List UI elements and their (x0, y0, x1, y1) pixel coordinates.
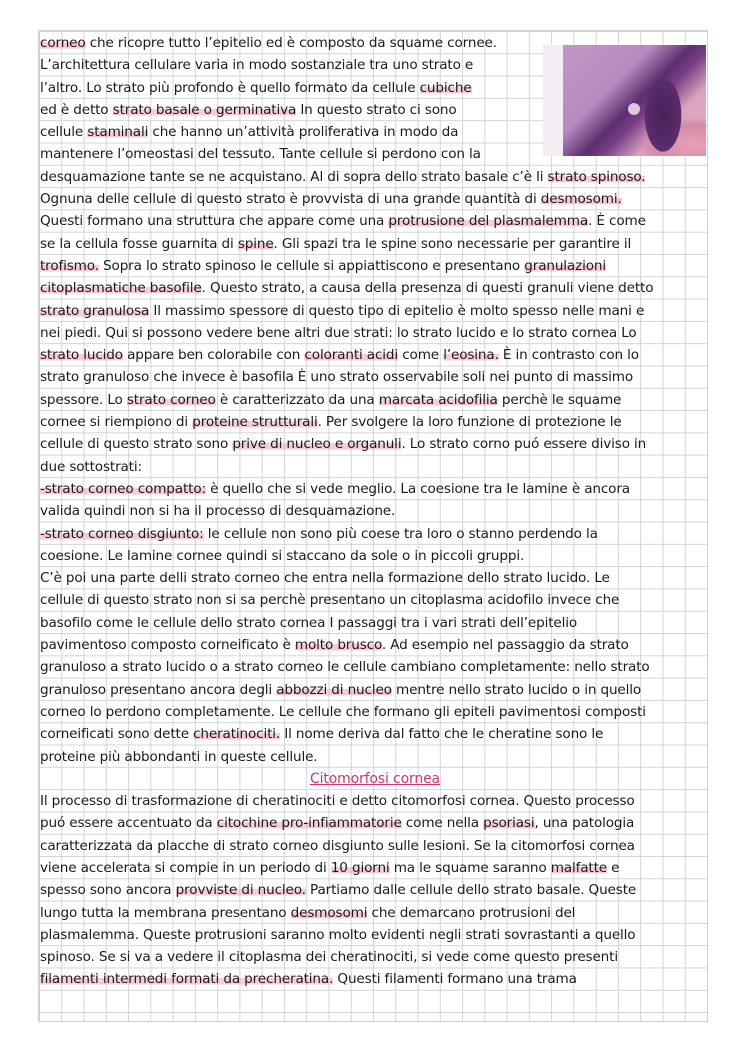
text-segment: desquamazione tante se ne acquistano. Al di sopra dello strato basale c’è li (40, 168, 548, 185)
text-segment: Questi filamenti formano una trama (333, 971, 577, 988)
highlighted-term: provviste di nucleo. (175, 882, 306, 899)
text-segment: Sopra lo strato spinoso le cellule si appiattiscono e presentano (98, 257, 525, 274)
text-line (40, 32, 540, 54)
text-segment: Questi formano una struttura che appare come una (40, 213, 389, 230)
text-segment: cellule di questo strato sono (40, 436, 233, 453)
text-line (40, 857, 710, 879)
text-line (40, 612, 710, 634)
highlighted-term: filamenti intermedi formati da precheratina. (40, 971, 334, 988)
text-line (40, 143, 540, 165)
text-line (40, 210, 710, 232)
text-line (40, 277, 710, 299)
text-segment: valida quindi non si ha il processo di desquamazione. (40, 503, 396, 520)
highlighted-term: citoplasmatiche basofile (40, 280, 202, 297)
highlighted-term: strato spinoso. (547, 168, 646, 185)
highlighted-term: psoriasi (483, 815, 535, 832)
text-line (40, 456, 710, 478)
text-line (40, 946, 710, 968)
text-segment: puó essere accentuato da (40, 815, 217, 832)
text-segment: L’architettura cellulare varia in modo sostanziale tra uno strato e (40, 57, 474, 74)
text-line (40, 366, 710, 388)
text-line (40, 478, 710, 500)
text-line (40, 679, 710, 701)
text-segment: . È come (588, 213, 646, 230)
text-line (40, 567, 710, 589)
highlighted-term: spine (237, 235, 274, 252)
text-segment: Il processo di trasformazione di cheratinociti e detto citomorfosi cornea. Questo processo (40, 793, 635, 810)
text-line (40, 790, 710, 812)
text-segment: se la cellula fosse guarnita di (40, 235, 238, 252)
highlighted-term: abbozzi di nucleo (276, 681, 392, 698)
highlighted-term: desmosomi. (540, 191, 622, 208)
text-segment: caratterizzata da placche di strato corneo disgiunto sulle lesioni. Se la citomorfosi cornea (40, 837, 635, 854)
highlighted-term: desmosomi (290, 904, 368, 921)
text-line (40, 812, 710, 834)
highlighted-term: strato granulosa (40, 302, 150, 319)
text-segment: come nella (401, 815, 484, 832)
text-line (40, 77, 540, 99)
text-segment: Ognuna delle cellule di questo strato è provvista di una grande quantità di (40, 191, 541, 208)
highlighted-term: molto brusco (294, 637, 382, 654)
text-segment: . Ad esempio nel passaggio da strato (381, 637, 629, 654)
text-line (40, 634, 710, 656)
text-segment: . Gli spazi tra le spine sono necessarie per garantire il (273, 235, 632, 252)
text-segment: spessore. Lo (40, 391, 127, 408)
text-segment: ma le squame saranno (389, 859, 551, 876)
text-line (40, 723, 710, 745)
text-line (40, 54, 540, 76)
text-line (40, 166, 710, 188)
text-segment: corneificati sono dette (40, 726, 194, 743)
text-line (40, 500, 710, 522)
highlighted-term: strato corneo (126, 391, 216, 408)
text-segment: è caratterizzato da una (215, 391, 379, 408)
text-line (40, 255, 710, 277)
text-segment: basofilo come le cellule dello strato cornea I passaggi tra i vari strati dell’epitelio (40, 614, 578, 631)
text-segment: spinoso. Se si va a vedere il citoplasma dei cheratinociti, si vede come questo presenti (40, 949, 618, 966)
text-segment: lungo tutta la membrana presentano (40, 904, 291, 921)
text-line (40, 344, 710, 366)
text-line (40, 188, 710, 210)
text-segment: granuloso a strato lucido o a strato corneo le cellule cambiano completamente: nello strato (40, 659, 650, 676)
highlighted-term: citochine pro-infiammatorie (216, 815, 402, 832)
text-line (40, 389, 710, 411)
highlighted-term: cubiche (419, 79, 472, 96)
text-line (40, 300, 710, 322)
text-segment: che demarcano protrusioni del (367, 904, 576, 921)
text-line (40, 545, 710, 567)
highlighted-term: marcata acidofilia (378, 391, 498, 408)
text-segment: proteine più abbondanti in queste cellule. (40, 748, 318, 765)
text-segment: . Questo strato, a causa della presenza di questi granuli viene detto (201, 280, 654, 297)
text-segment: , una patologia (534, 815, 635, 832)
section-title: Citomorfosi cornea (310, 770, 440, 787)
highlighted-term: l’eosina. (443, 347, 499, 364)
text-line (40, 701, 710, 723)
highlighted-term: -strato corneo compatto: (40, 480, 206, 497)
text-segment: granuloso presentano ancora degli (40, 681, 277, 698)
text-segment: come (398, 347, 444, 364)
highlighted-term: staminali (87, 124, 149, 141)
text-segment: l’altro. Lo strato più profondo è quello formato da cellule (40, 79, 420, 96)
text-segment: pavimentoso composto corneificato è (40, 637, 295, 654)
text-segment: e (607, 859, 620, 876)
text-segment: corneo lo perdono completamente. Le cellule che formano gli epiteli pavimentosi composti (40, 703, 646, 720)
text-segment: In questo strato ci sono (296, 101, 457, 118)
text-segment: cornee si riempiono di (40, 414, 193, 431)
text-line (40, 322, 710, 344)
highlighted-term: strato basale o germinativa (112, 101, 297, 118)
text-line (40, 835, 710, 857)
text-line (40, 523, 710, 545)
text-line (40, 746, 710, 768)
text-segment: Partiamo dalle cellule dello strato basale. Queste (305, 882, 637, 899)
text-line (40, 589, 710, 611)
highlighted-term: strato lucido (40, 347, 123, 364)
text-segment: mentre nello strato lucido o in quello (391, 681, 642, 698)
text-segment: C’è poi una parte delli strato corneo che entra nella formazione dello strato lucido. Le (40, 570, 610, 587)
text-line (40, 924, 710, 946)
text-segment: due sottostrati: (40, 458, 142, 475)
text-line (40, 99, 540, 121)
highlighted-term: coloranti acidi (304, 347, 399, 364)
highlighted-term: protrusione del plasmalemma (388, 213, 589, 230)
highlighted-term: malfatte (550, 859, 608, 876)
highlighted-term: prive di nucleo e organuli (232, 436, 402, 453)
text-segment: è quello che si vede meglio. La coesione tra le lamine è ancora (205, 480, 630, 497)
text-segment: appare ben colorabile con (122, 347, 305, 364)
text-segment: plasmalemma. Queste protrusioni saranno molto evidenti negli strati sovrastanti a quello (40, 926, 636, 943)
text-segment: che hanno un’attività proliferativa in modo da (148, 124, 459, 141)
text-segment: coesione. Le lamine cornee quindi si staccano da sole o in piccoli gruppi. (40, 547, 525, 564)
text-segment: È in contrasto con lo (498, 347, 639, 364)
highlighted-term: -strato corneo disgiunto: (40, 525, 204, 542)
highlighted-term: proteine strutturali (192, 414, 318, 431)
text-segment: . Per svolgere la loro funzione di protezione le (317, 414, 622, 431)
text-segment: . Lo strato corno puó essere diviso in (401, 436, 647, 453)
text-line (40, 879, 710, 901)
text-segment: perchè le squame (497, 391, 622, 408)
text-line (40, 656, 710, 678)
highlighted-term: cheratinociti. (193, 726, 281, 743)
text-segment: Il massimo spessore di questo tipo di epitelio è molto spesso nelle mani e (149, 302, 645, 319)
text-segment: cellule di questo strato non si sa perchè presentano un citoplasma acidofilo invece che (40, 592, 620, 609)
highlighted-term: corneo (40, 35, 86, 51)
text-line (40, 902, 710, 924)
text-segment: viene accelerata si compie in un periodo di (40, 859, 331, 876)
notes-body (40, 32, 710, 991)
text-segment: cellule (40, 124, 88, 141)
text-segment: spesso sono ancora (40, 882, 176, 899)
text-segment: strato granuloso che invece è basofila È uno strato osservabile soli nei punto di massimo (40, 369, 634, 386)
text-segment: mantenere l’omeostasi del tessuto. Tante cellule si perdono con la (40, 146, 481, 163)
highlighted-term: 10 giorni (330, 859, 390, 876)
text-line (40, 121, 540, 143)
text-line (40, 411, 710, 433)
highlighted-term: trofismo. (40, 257, 99, 274)
text-line (40, 233, 710, 255)
highlighted-term: granulazioni (524, 257, 606, 274)
text-segment: le cellule non sono più coese tra loro o stanno perdendo la (203, 525, 598, 542)
text-segment: nei piedi. Qui si possono vedere bene altri due strati: lo strato lucido e lo strato cornea Lo (40, 324, 637, 341)
text-segment: che ricopre tutto l’epitelio ed è composto da squame cornee. (85, 35, 497, 51)
text-segment: ed è detto (40, 101, 113, 118)
text-segment: Il nome deriva dal fatto che le cheratine sono le (280, 726, 604, 743)
text-line (40, 968, 710, 990)
text-line (40, 433, 710, 455)
